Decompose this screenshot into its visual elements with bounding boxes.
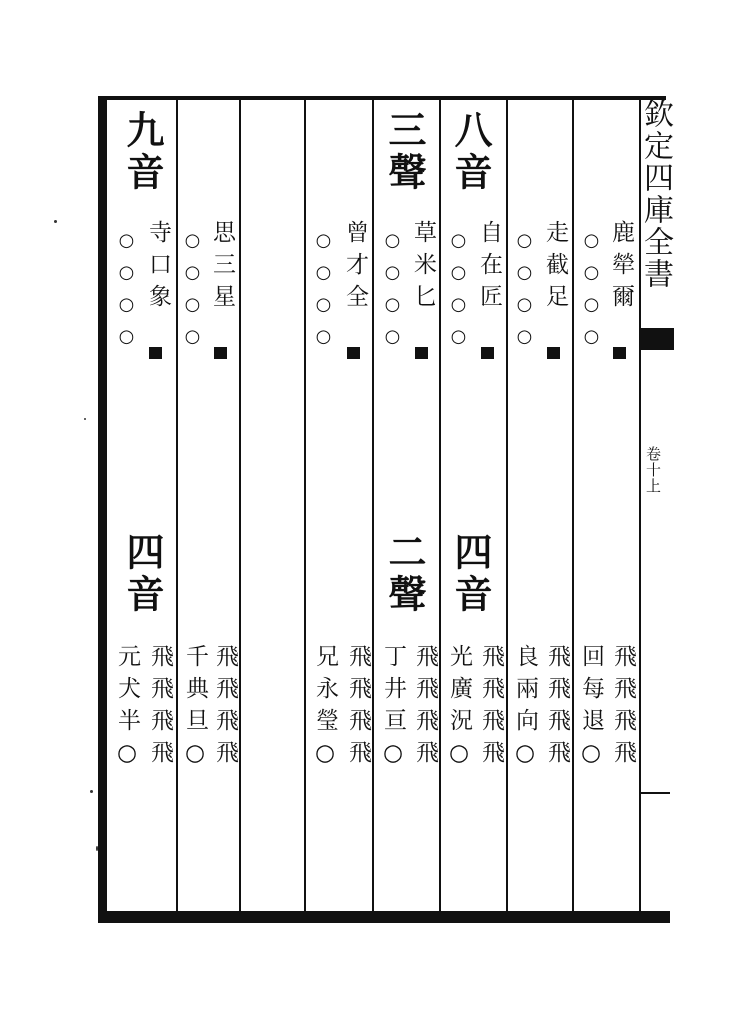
scan-speck <box>96 846 98 851</box>
empty-circles: ○○○○ <box>448 230 469 358</box>
rhyme-chars: 草米匕 <box>410 220 436 316</box>
rhyme-chars: 回每退○ <box>578 644 604 775</box>
section-heading: 四音 <box>120 532 165 616</box>
empty-circles: ○○○○ <box>116 230 137 358</box>
empty-circles: ○○○○ <box>182 230 203 358</box>
rhyme-chars: 曾才全 <box>342 220 368 316</box>
rhyme-chars: 千典旦○ <box>182 644 208 775</box>
block-mark <box>415 347 428 359</box>
block-mark <box>481 347 494 359</box>
margin-divider <box>640 792 670 794</box>
fishtail-mark <box>640 328 674 350</box>
block-mark <box>347 347 360 359</box>
scan-speck <box>90 790 93 793</box>
empty-circles: ○○○○ <box>581 230 602 358</box>
rhyme-chars: 寺口象 <box>145 220 171 316</box>
rhyme-chars: 自在匠 <box>476 220 502 316</box>
fei-row: 飛飛飛飛 <box>147 644 173 772</box>
block-mark <box>547 347 560 359</box>
scan-speck <box>84 418 86 420</box>
rhyme-chars: 元犬半○ <box>114 644 140 775</box>
fei-row: 飛飛飛飛 <box>478 644 504 772</box>
document-page <box>98 96 673 932</box>
rhyme-chars: 鹿犖爾 <box>608 220 634 316</box>
empty-circles: ○○○○ <box>514 230 535 358</box>
section-heading: 八音 <box>448 110 493 194</box>
empty-circles: ○○○○ <box>313 230 334 358</box>
section-heading: 三聲 <box>382 110 427 194</box>
volume-label: 卷十上 <box>644 446 662 494</box>
column-rule <box>506 100 508 913</box>
column-rule <box>304 100 306 913</box>
column-rule <box>239 100 241 913</box>
book-title: 欽定四庫全書 <box>638 98 673 290</box>
fei-row: 飛飛飛飛 <box>345 644 371 772</box>
column-rule <box>572 100 574 913</box>
frame-top-border <box>104 96 666 100</box>
section-heading: 四音 <box>448 532 493 616</box>
fei-row: 飛飛飛飛 <box>412 644 438 772</box>
rhyme-chars: 走截足 <box>542 220 568 316</box>
section-heading: 九音 <box>120 110 165 194</box>
rhyme-chars: 光廣況○ <box>446 644 472 775</box>
empty-circles: ○○○○ <box>382 230 403 358</box>
section-heading: 二聲 <box>382 532 427 616</box>
block-mark <box>214 347 227 359</box>
rhyme-chars: 思三星 <box>209 220 235 316</box>
fei-row: 飛飛飛飛 <box>212 644 238 772</box>
column-rule <box>372 100 374 913</box>
block-mark <box>613 347 626 359</box>
rhyme-chars: 兄永瑩○ <box>312 644 338 775</box>
fei-row: 飛飛飛飛 <box>610 644 636 772</box>
column-rule <box>439 100 441 913</box>
frame-left-border <box>98 96 107 922</box>
scan-speck <box>54 220 57 223</box>
rhyme-chars: 良兩向○ <box>512 644 538 775</box>
fei-row: 飛飛飛飛 <box>544 644 570 772</box>
rhyme-chars: 丁井亘○ <box>380 644 406 775</box>
column-rule <box>176 100 178 913</box>
block-mark <box>149 347 162 359</box>
frame-bottom-border <box>98 911 670 923</box>
